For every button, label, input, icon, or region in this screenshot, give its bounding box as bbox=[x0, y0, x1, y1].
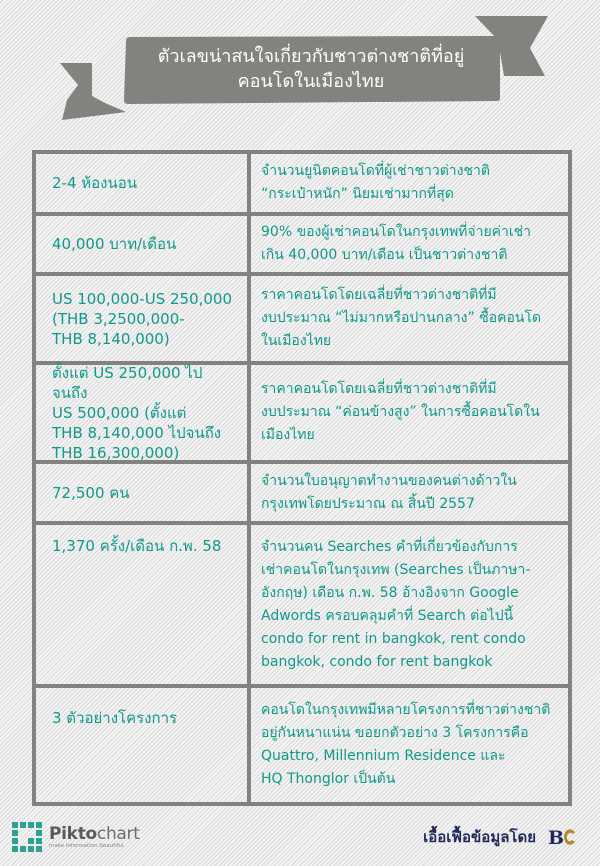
fact-description-line: อังกฤษ) เดือน ก.พ. 58 อ้างอิงจาก Google bbox=[261, 584, 519, 601]
fact-value-line: 3 ตัวอย่างโครงการ bbox=[52, 709, 178, 727]
piktochart-wordmark bbox=[49, 825, 140, 843]
fact-value-cell bbox=[36, 365, 251, 460]
fact-description-line: bangkok, condo for rent bangkok bbox=[261, 653, 493, 670]
table-row bbox=[36, 521, 568, 684]
fact-description-line: ในเมืองไทย bbox=[261, 333, 332, 349]
credit-label: เอื้อเฟื้อข้อมูลโดย bbox=[423, 828, 536, 846]
fact-description-line: 90% ของผู้เช่าคอนโดในกรุงเทพที่จ่ายค่าเช่า bbox=[261, 224, 532, 240]
fact-description-line: “กระเป๋าหนัก” นิยมเช่ามากที่สุด bbox=[261, 186, 454, 202]
ribbon-left-tail bbox=[60, 63, 126, 120]
fact-value-line: 72,500 คน bbox=[52, 483, 130, 502]
fact-description-line: ราคาคอนโดโดยเฉลี่ยที่ชาวต่างชาติที่มี bbox=[261, 287, 497, 303]
fact-value-cell bbox=[36, 464, 251, 521]
fact-description-line: Adwords ครอบคลุมคำที่ Search ต่อไปนี้ bbox=[261, 607, 514, 624]
fact-description-cell bbox=[251, 525, 568, 684]
fact-description-cell bbox=[251, 365, 568, 460]
fact-description-cell bbox=[251, 216, 568, 272]
fact-description-cell bbox=[251, 688, 568, 802]
bc-logo-c bbox=[564, 829, 575, 845]
fact-value-cell bbox=[36, 154, 251, 212]
fact-description-cell bbox=[251, 276, 568, 361]
fact-description-line: คอนโดในกรุงเทพมีหลายโครงการที่ชาวต่างชาติ bbox=[261, 702, 551, 718]
fact-description-line: จำนวนคน Searches คำที่เกี่ยวข้องกับการ bbox=[261, 538, 518, 555]
fact-value-cell bbox=[36, 688, 251, 802]
fact-value-line: US 500,000 (ตั้งแต่ bbox=[52, 403, 187, 422]
fact-description-line: เมืองไทย bbox=[261, 427, 315, 443]
table-row bbox=[36, 460, 568, 521]
fact-description-cell bbox=[251, 464, 568, 521]
fact-description-line: condo for rent in bangkok, rent condo bbox=[261, 630, 526, 647]
table-row bbox=[36, 272, 568, 361]
fact-value-cell bbox=[36, 525, 251, 684]
bc-logo-b: B bbox=[548, 827, 565, 848]
table-row bbox=[36, 684, 568, 802]
piktochart-wordmark-bold: Pikto bbox=[49, 823, 97, 844]
piktochart-tagline: make information beautiful bbox=[49, 842, 124, 849]
fact-description-line: HQ Thonglor เป็นต้น bbox=[261, 771, 396, 787]
title-banner bbox=[0, 0, 600, 140]
fact-description-line: จำนวนใบอนุญาตทำงานของคนต่างด้าวใน bbox=[261, 472, 517, 489]
fact-value-cell bbox=[36, 216, 251, 272]
fact-description-line: กรุงเทพโดยประมาณ ณ สิ้นปี 2557 bbox=[261, 495, 475, 512]
fact-value-line: THB 8,140,000 ไปจนถึง bbox=[52, 423, 222, 442]
fact-value-line: THB 16,300,000) bbox=[52, 443, 180, 462]
fact-description-line: เช่าคอนโดในกรุงเทพ (Searches เป็นภาษา- bbox=[261, 561, 531, 578]
fact-description-line: เกิน 40,000 บาท/เดือน เป็นชาวต่างชาติ bbox=[261, 247, 508, 263]
fact-description-line: งบประมาณ “ค่อนข้างสูง” ในการซื้อคอนโดใน bbox=[261, 404, 540, 420]
bc-logo-icon bbox=[548, 826, 578, 848]
facts-table bbox=[32, 150, 572, 806]
title-line-1: ตัวเลขน่าสนใจเกี่ยวกับชาวต่างชาติที่อยู่ bbox=[157, 46, 465, 67]
fact-value-line: ตั้งแต่ US 250,000 ไปจนถึง bbox=[52, 363, 203, 402]
page-title bbox=[122, 37, 500, 101]
fact-description-line: ราคาคอนโดโดยเฉลี่ยที่ชาวต่างชาติที่มี bbox=[261, 381, 497, 397]
fact-description-line: จำนวนยูนิตคอนโดที่ผู้เช่าชาวต่างชาติ bbox=[261, 163, 490, 179]
fact-description-cell bbox=[251, 154, 568, 212]
table-row bbox=[36, 361, 568, 460]
fact-value-line: 40,000 บาท/เดือน bbox=[52, 235, 177, 253]
piktochart-grid-icon bbox=[12, 822, 42, 852]
data-credit bbox=[423, 822, 578, 852]
fact-description-line: งบประมาณ “ไม่มากหรือปานกลาง” ซื้อคอนโด bbox=[261, 310, 542, 326]
fact-description-line: อยู่กันหนาแน่น ขอยกตัวอย่าง 3 โครงการคือ bbox=[261, 725, 529, 741]
fact-value-line: THB 8,140,000) bbox=[52, 329, 170, 348]
fact-value-line: 2-4 ห้องนอน bbox=[52, 174, 138, 192]
table-row bbox=[36, 212, 568, 272]
fact-value-line: (THB 3,2500,000- bbox=[52, 309, 185, 328]
fact-description-line: Quattro, Millennium Residence และ bbox=[261, 748, 506, 764]
piktochart-wordmark-rest: chart bbox=[96, 823, 140, 844]
table-row bbox=[36, 154, 568, 212]
title-line-2: คอนโดในเมืองไทย bbox=[237, 71, 385, 92]
fact-value-line: US 100,000-US 250,000 bbox=[52, 289, 233, 308]
fact-value-line: 1,370 ครั้ง/เดือน ก.พ. 58 bbox=[52, 537, 222, 555]
piktochart-logo bbox=[12, 822, 140, 852]
fact-value-cell bbox=[36, 276, 251, 361]
